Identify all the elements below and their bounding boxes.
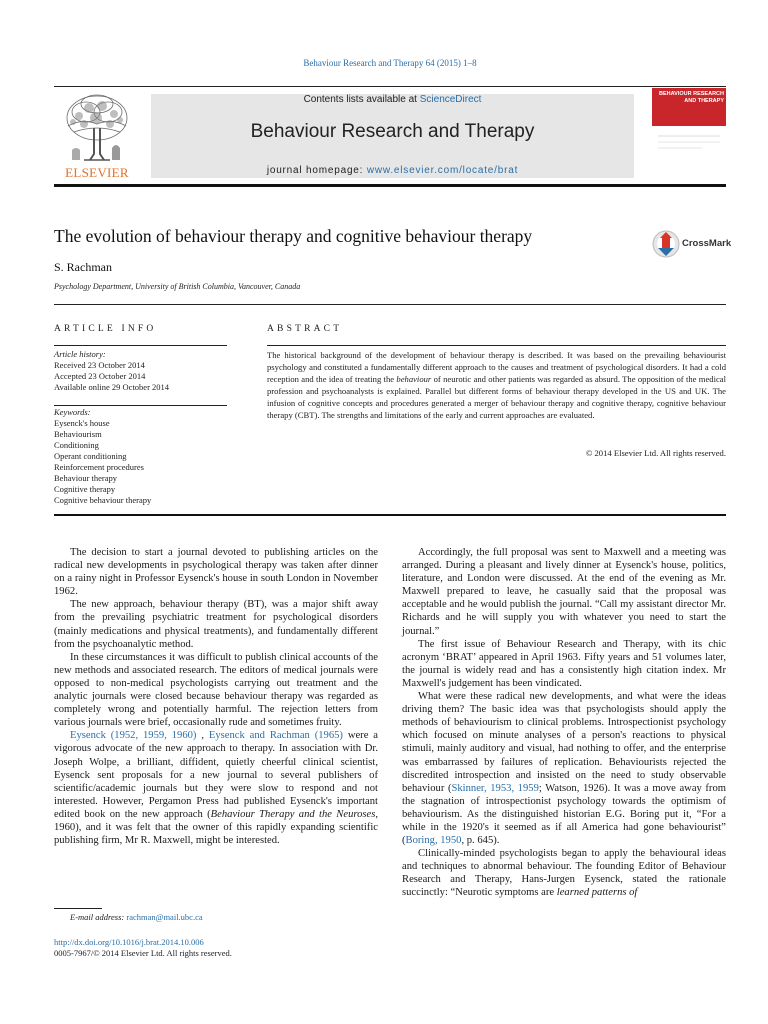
keyword-item: Cognitive behaviour therapy: [54, 495, 152, 505]
email-link[interactable]: rachman@mail.ubc.ca: [126, 912, 203, 922]
keyword-item: Operant conditioning: [54, 451, 127, 461]
keyword-item: Reinforcement procedures: [54, 462, 144, 472]
author-name: S. Rachman: [54, 260, 112, 274]
abstract-copyright: © 2014 Elsevier Ltd. All rights reserved.: [585, 448, 726, 458]
body-column-right: [402, 546, 726, 900]
abstract-heading: ABSTRACT: [267, 324, 343, 334]
running-head[interactable]: Behaviour Research and Therapy 64 (2015) 1–8: [303, 58, 477, 68]
history-accepted: Accepted 23 October 2014: [54, 371, 146, 381]
paragraph: Accordingly, the full proposal was sent to Maxwell and a meeting was arranged. During a pleasant and lively dinner at Eysenck's house, politics, literature, and London were discussed. At the end of the evening as Mr. Maxwell prepared to leave, he casually said that the proposal was acceptable and he would publish the journal. “Call my assistant director Mr. Richards and he will supply you with whatever you need to start the journal.”: [402, 547, 726, 637]
cover-title: BEHAVIOUR RESEARCH AND THERAPY: [659, 91, 724, 104]
keyword-item: Conditioning: [54, 440, 99, 450]
article-info-heading: ARTICLE INFO: [54, 324, 157, 334]
body-column-left: [54, 546, 378, 847]
homepage-prefix: journal homepage:: [266, 165, 367, 176]
sciencedirect-link[interactable]: ScienceDirect: [419, 94, 482, 105]
quote-italic: learned patterns of: [556, 887, 638, 899]
citation-link[interactable]: Eysenck and Rachman (1965): [208, 730, 343, 742]
book-title: Behaviour Therapy and the Neuroses: [210, 808, 376, 820]
masthead-top-rule: [54, 86, 726, 87]
keywords-rule: [54, 405, 227, 406]
keyword-item: Cognitive therapy: [54, 484, 116, 494]
paragraph: [402, 847, 726, 899]
paragraph: [402, 690, 726, 847]
homepage-link[interactable]: www.elsevier.com/locate/brat: [366, 165, 519, 176]
body-top-rule: [54, 514, 726, 516]
contents-prefix: Contents lists available at: [303, 94, 420, 105]
crossmark-icon: [652, 228, 680, 260]
author-affiliation: Psychology Department, University of British Columbia, Vancouver, Canada: [54, 282, 301, 291]
keyword-item: Eysenck's house: [54, 418, 110, 428]
abstract-text-part: of neurotic and other patients was regarded as absurd. The opposition of the medical profession and psychoanalysts is explained. Parallel but different forms of behaviour therapy developed in the US and UK. The infusion of cognitive concepts and procedures generated a merger of behaviour therapy and cognitive therapy, cognitive behaviour therapy (CBT). The strengths and limitations of the early and current approaches are evaluated.: [267, 374, 726, 420]
paragraph: The new approach, behaviour therapy (BT), was a major shift away from the prevailing psychiatric treatment for psychological disorders (mainly medications and physical treatments), and fundamentally different from the psychoanalytic method.: [54, 599, 378, 650]
paragraph-text: were a vigorous advocate of the new approach to therapy. In association with Dr. Joseph Wolpe, a brilliant, diffident, quietly cheerful clinical scientist, Eysenck sent proposals for a new journal to several publishers of scientific/academic journals but they were slow to respond and not interested. However, Pergamon Press had published Eysenck's important edited book on the new approach (: [54, 730, 378, 820]
paragraph-text: What were these radical new developments, and what were the ideas driving them? The basic idea was that psychologists should apply the methods of behaviourism to clinical problems. Introspectionist psychology which focused on minute analyses of a person's reactions to physical stimuli, mainly auditory and visual, had nothing to offer, and the enterprise was embarrassed by failures of replication. Behaviourists rejected the discredited introspection and insisted on the need to study observable behaviour (: [402, 691, 726, 794]
crossmark-badge[interactable]: [652, 228, 732, 260]
email-label: E-mail address:: [70, 912, 125, 922]
citation-link[interactable]: Eysenck (1952, 1959, 1960): [70, 730, 197, 742]
article-title: The evolution of behaviour therapy and cognitive behaviour therapy: [54, 226, 533, 246]
history-online: Available online 29 October 2014: [54, 382, 170, 392]
journal-cover-thumbnail[interactable]: [652, 88, 726, 180]
crossmark-label: CrossMark: [682, 238, 732, 249]
keyword-item: Behaviour therapy: [54, 473, 118, 483]
journal-homepage-line: [151, 165, 634, 176]
history-received: Received 23 October 2014: [54, 360, 145, 370]
article-history: [54, 349, 229, 393]
paragraph-text: , 1960), and it was felt that the owner of this rapidly expanding scientific publishing firm, Mr R. Maxwell, might be interested.: [54, 808, 379, 847]
keywords-label: Keywords:: [54, 407, 91, 417]
issn-line: 0005-7967/© 2014 Elsevier Ltd. All rights reserved.: [54, 948, 232, 958]
cover-lines-graphic: [652, 126, 726, 180]
paragraph-text: , p. 645).: [461, 835, 500, 847]
paragraph: In these circumstances it was difficult to publish clinical accounts of the new methods and associated research. The editors of medical journals were opposed to non-medical psychologists carrying out treatment and the analytic journals were closed because behaviour therapy was regarded as completely wrong and potentially harmful. The rejection letters from various journals were brief, occasionally rude and sometimes fruity.: [54, 651, 378, 729]
doi-block: [54, 937, 232, 959]
masthead-bottom-rule: [54, 184, 726, 187]
abstract-text-part: The historical background of the development of behaviour therapy is described. It was based on the prevailing behaviourist psychology and constituted a fundamentally different approach to the causes and treatment of psychological disorders. It had a cold reception and the idea of treating the: [267, 350, 726, 384]
citation-separator: ,: [196, 730, 209, 742]
paragraph: The first issue of Behaviour Research and Therapy, with its chic acronym ‘BRAT’ appeared in April 1963. Fifty years and 51 volumes later, the journal is widely read and has a consistently high citation index. Mr Maxwell's judgement has been vindicated.: [402, 638, 726, 689]
abstract-rule: [267, 345, 726, 346]
doi-link[interactable]: http://dx.doi.org/10.1016/j.brat.2014.10.006: [54, 937, 204, 947]
paragraph-text: Clinically-minded psychologists began to apply the behavioural ideas and techniques to abnormal behaviour. The founding Editor of Behaviour Research and Therapy, Hans-Jurgen Eysenck, stated the rationale succinctly: “Neurotic symptoms are: [402, 848, 726, 899]
keywords-list: [54, 407, 229, 506]
abstract-italic: behaviour: [396, 374, 432, 384]
footnote-rule: [54, 908, 102, 909]
paragraph-text: ; Watson, 1926). It was a move away from the stagnation of introspectionist psychology towards the optimism of behaviourism. As the distinguished historian E.G. Boring put it, “For a while in the 1920's it seemed as if all America had gone behaviourist” (: [402, 782, 727, 847]
keyword-item: Behaviourism: [54, 429, 102, 439]
citation-link[interactable]: Boring, 1950: [405, 835, 462, 847]
elsevier-wordmark[interactable]: ELSEVIER: [65, 165, 129, 180]
contents-availability-line: [151, 94, 634, 105]
abstract-body: [267, 349, 726, 421]
affiliation-rule: [54, 304, 726, 305]
citation-link[interactable]: Skinner, 1953, 1959: [451, 782, 539, 794]
paragraph: [54, 729, 378, 847]
paragraph: The decision to start a journal devoted to publishing articles on the radical new developments in psychological therapy was taken after dinner on a rainy night in Professor Eysenck's house in south London in November 1962.: [54, 547, 378, 598]
article-info-rule: [54, 345, 227, 346]
history-label: Article history:: [54, 349, 106, 359]
journal-name: Behaviour Research and Therapy: [250, 121, 535, 142]
corresponding-email-footnote: [54, 912, 203, 922]
